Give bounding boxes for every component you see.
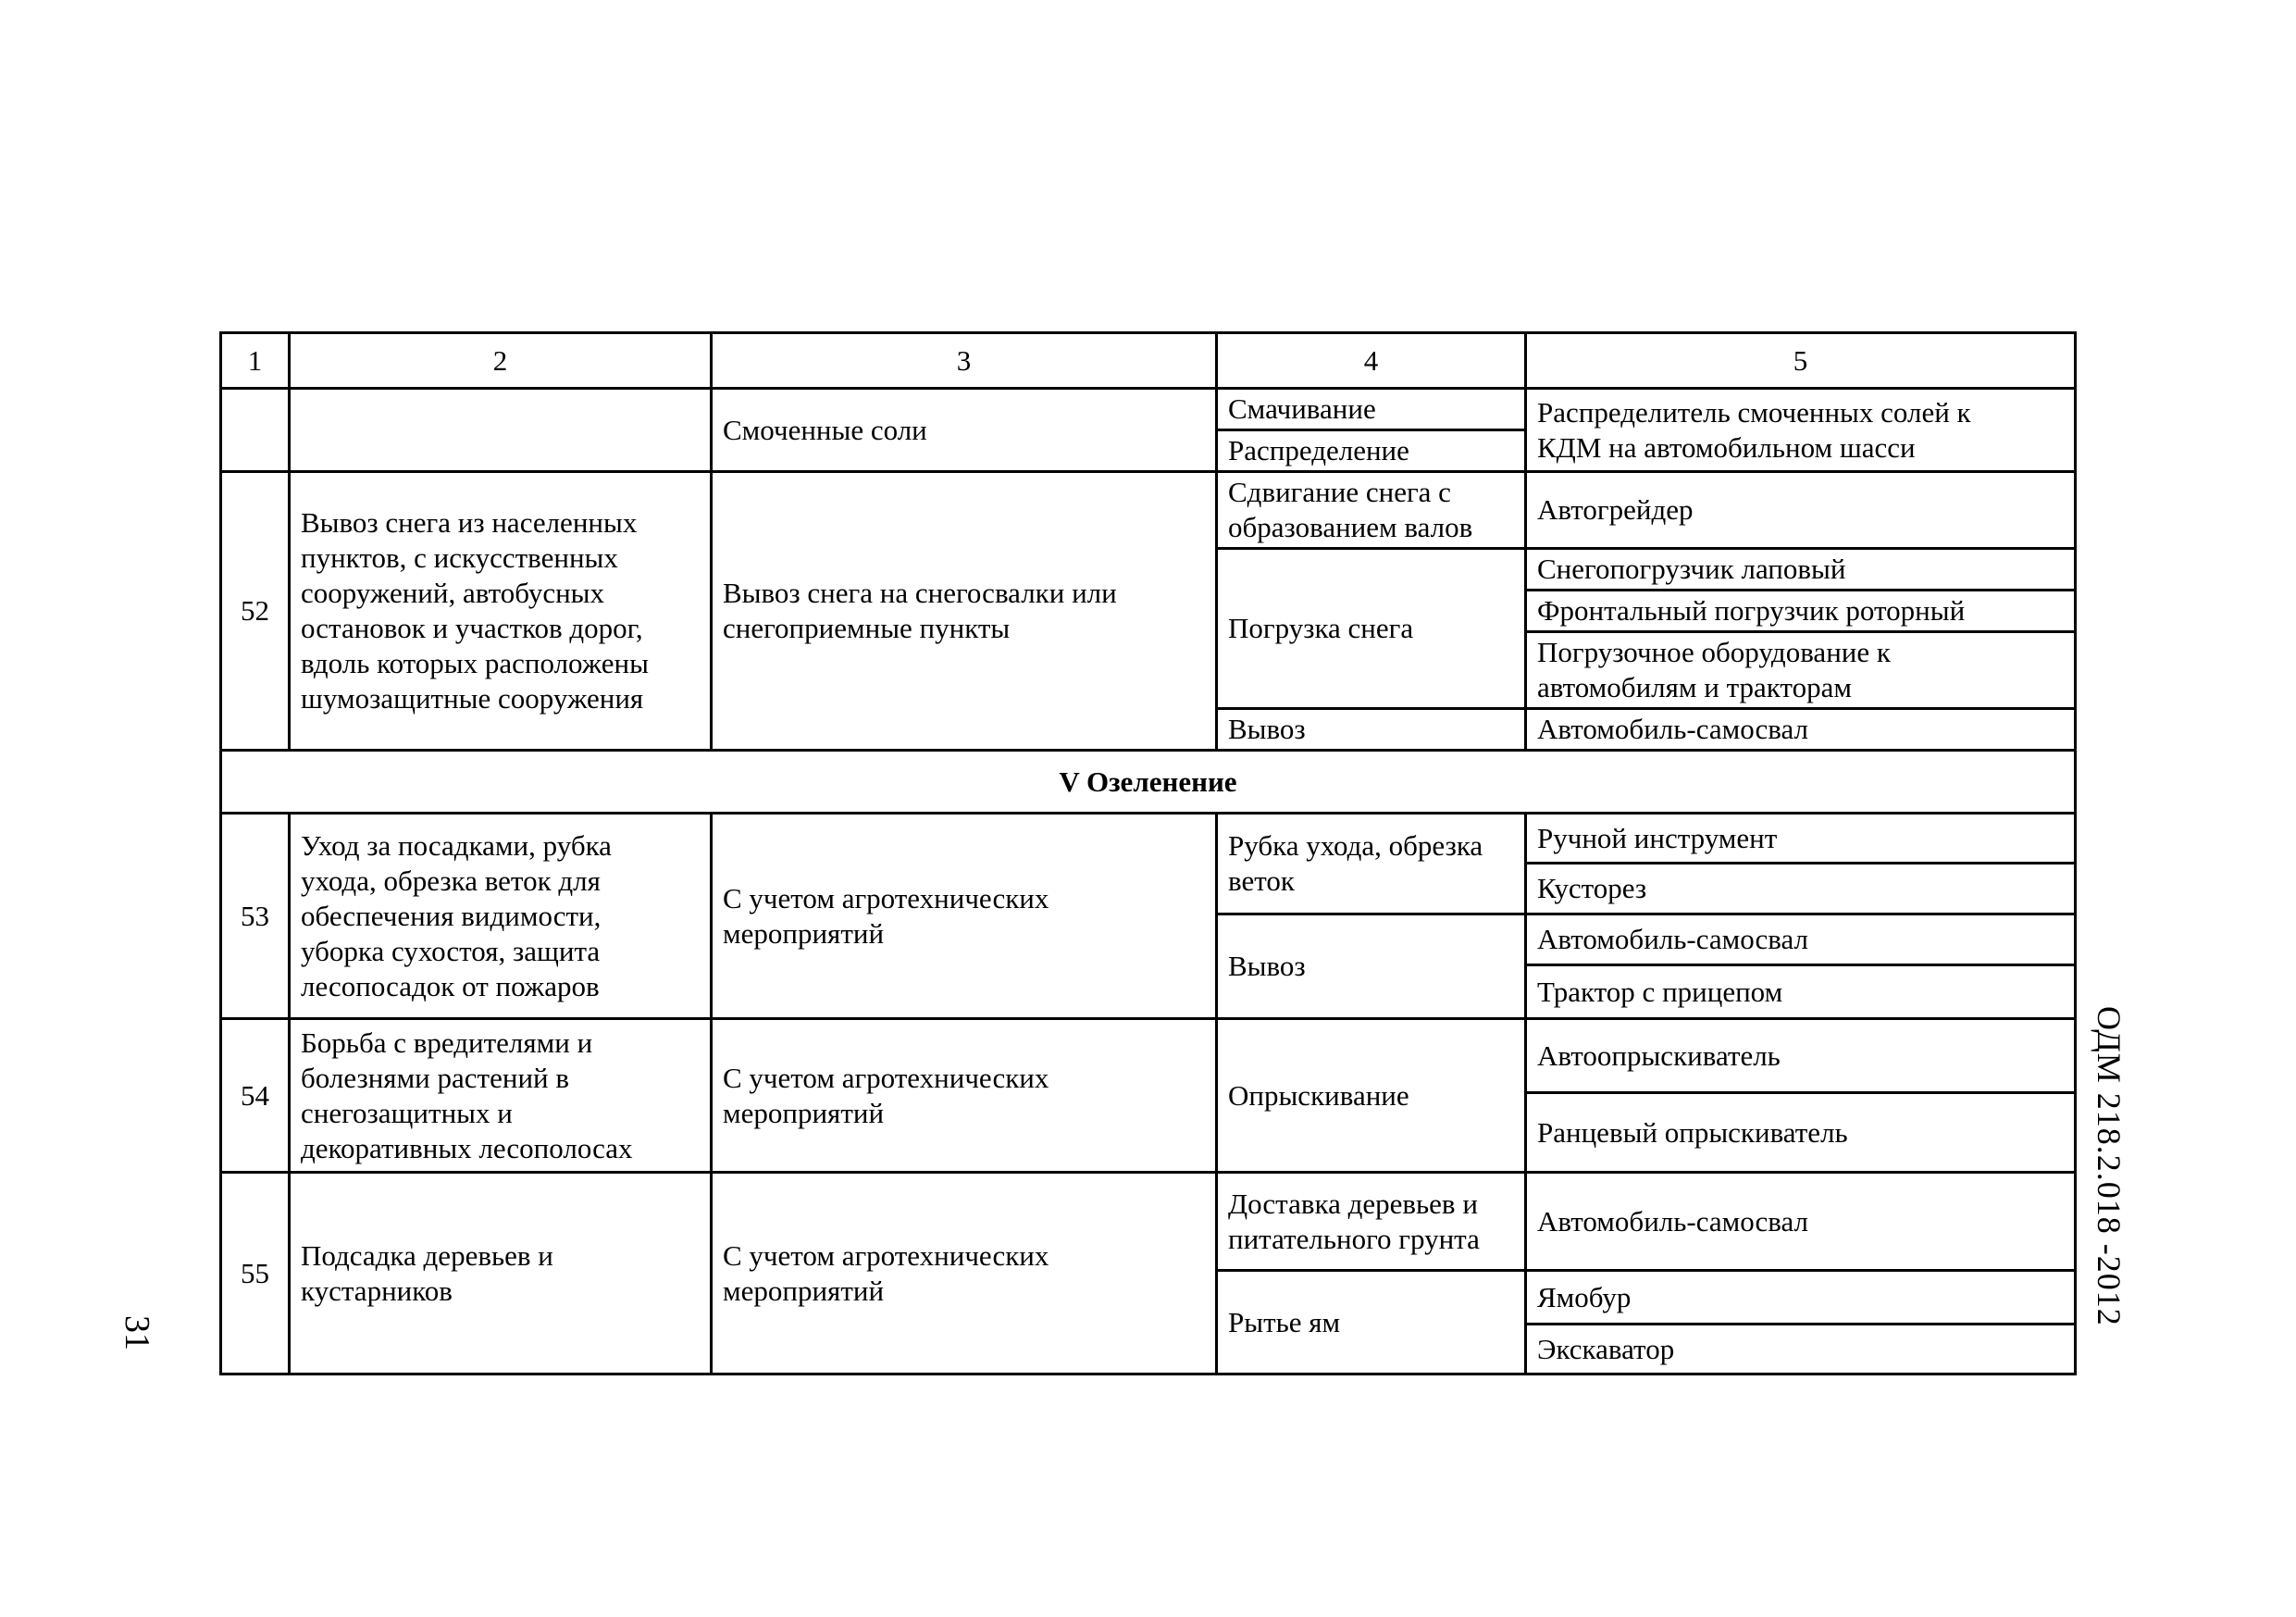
header-cell-2: 2 — [290, 333, 712, 389]
equipment-cell: Автомобиль-самосвал — [1526, 1173, 2076, 1271]
equipment-cell: Фронтальный погрузчик роторный — [1526, 591, 2076, 632]
operation-cell: Опрыскивание — [1217, 1019, 1526, 1173]
equipment-cell: Трактор с прицепом — [1526, 965, 2076, 1019]
equipment-cell: Автогрейдер — [1526, 472, 2076, 549]
method-cell: С учетом агротехнических мероприятий — [712, 814, 1217, 1019]
table-header-row — [221, 333, 2076, 389]
operation-cell: Смачивание — [1217, 389, 1526, 430]
table-row — [221, 1019, 2076, 1093]
section-header-row — [221, 751, 2076, 814]
method-cell: С учетом агротехнических мероприятий — [712, 1019, 1217, 1173]
method-cell: С учетом агротехнических мероприятий — [712, 1173, 1217, 1374]
method-cell: Вывоз снега на снегосвалки или снегоприемные пункты — [712, 472, 1217, 751]
table-row — [221, 1173, 2076, 1271]
header-cell-4: 4 — [1217, 333, 1526, 389]
operation-cell: Вывоз — [1217, 914, 1526, 1019]
row-number: 52 — [221, 472, 290, 751]
equipment-cell: Ручной инструмент — [1526, 814, 2076, 864]
work-type-cell: Вывоз снега из населенных пунктов, с искусственных сооружений, автобусных остановок и участков дорог, вдоль которых расположены шумозащитные сооружения — [290, 472, 712, 751]
equipment-cell: Автомобиль-самосвал — [1526, 709, 2076, 751]
work-type-cell: Борьба с вредителями и болезнями растений в снегозащитных и декоративных лесополосах — [290, 1019, 712, 1173]
row-number: 53 — [221, 814, 290, 1019]
operation-cell: Вывоз — [1217, 709, 1526, 751]
operation-cell: Погрузка снега — [1217, 549, 1526, 709]
row-number: 55 — [221, 1173, 290, 1374]
equipment-cell: Ямобур — [1526, 1271, 2076, 1325]
equipment-cell: Экскаватор — [1526, 1325, 2076, 1374]
table-row — [221, 814, 2076, 864]
operation-cell: Рытье ям — [1217, 1271, 1526, 1374]
equipment-table — [219, 331, 2077, 1375]
equipment-cell: Снегопогрузчик лаповый — [1526, 549, 2076, 591]
equipment-cell: Ранцевый опрыскиватель — [1526, 1093, 2076, 1173]
equipment-cell: Кусторез — [1526, 864, 2076, 914]
page-number: 31 — [118, 1315, 156, 1350]
operation-cell: Доставка деревьев и питательного грунта — [1217, 1173, 1526, 1271]
row-number: 54 — [221, 1019, 290, 1173]
equipment-cell: Погрузочное оборудование к автомобилям и тракторам — [1526, 632, 2076, 709]
method-cell: Смоченные соли — [712, 389, 1217, 472]
work-type-cell — [290, 389, 712, 472]
operation-cell: Рубка ухода, обрезка веток — [1217, 814, 1526, 914]
table-row — [221, 389, 2076, 430]
header-cell-3: 3 — [712, 333, 1217, 389]
equipment-cell: Распределитель смоченных солей к КДМ на автомобильном шасси — [1526, 389, 2076, 472]
equipment-cell: Автомобиль-самосвал — [1526, 914, 2076, 965]
operation-cell: Распределение — [1217, 430, 1526, 472]
work-type-cell: Уход за посадками, рубка ухода, обрезка веток для обеспечения видимости, уборка сухостоя, защита лесопосадок от пожаров — [290, 814, 712, 1019]
operation-cell: Сдвигание снега с образованием валов — [1217, 472, 1526, 549]
section-title: V Озеленение — [221, 751, 2076, 814]
header-cell-1: 1 — [221, 333, 290, 389]
header-cell-5: 5 — [1526, 333, 2076, 389]
document-code: ОДМ 218.2.018 -2012 — [2091, 1006, 2128, 1326]
row-number — [221, 389, 290, 472]
equipment-cell: Автоопрыскиватель — [1526, 1019, 2076, 1093]
table-row — [221, 472, 2076, 549]
work-type-cell: Подсадка деревьев и кустарников — [290, 1173, 712, 1374]
